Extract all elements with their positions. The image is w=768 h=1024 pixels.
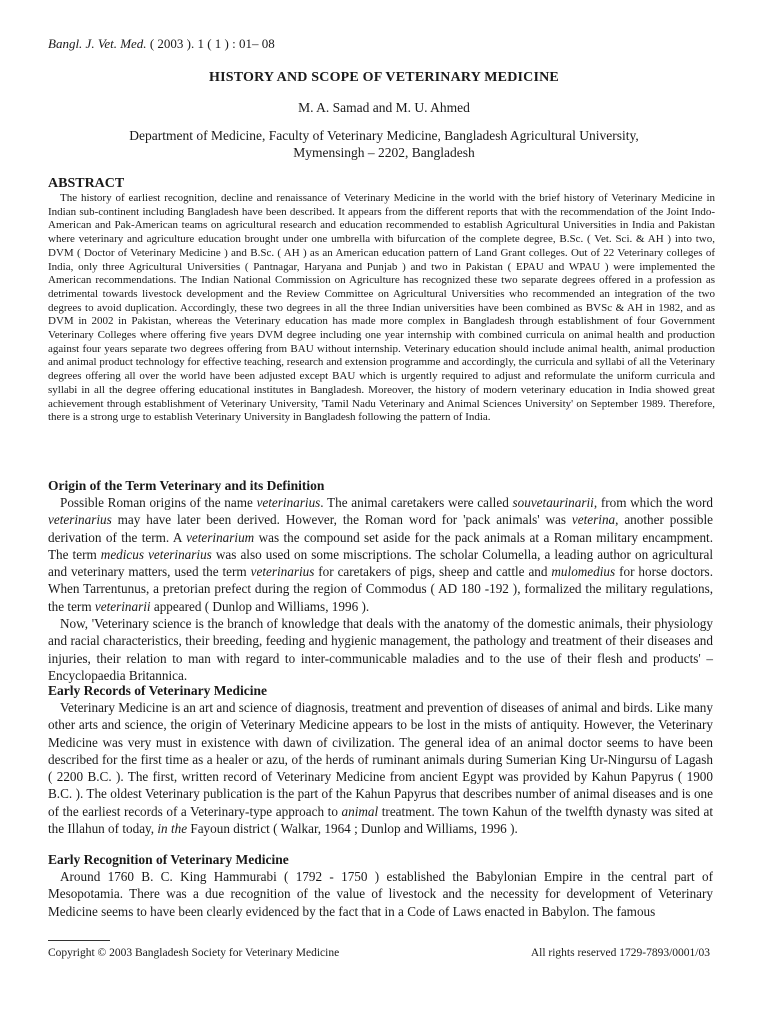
paper-title: HISTORY AND SCOPE OF VETERINARY MEDICINE <box>209 70 559 85</box>
abstract-text: The history of earliest recognition, decline and renaissance of Veterinary Medicine in the world with the brief history of Veterinary Medicine in Indian sub-continent including Bangladesh have been described. It appears from the different reports that with the recommendation of the Joint Indo-American and Pak-American teams on agricultural research and education recommended to establish Agricultural Universities in India and Pakistan where veterinary and agriculture education brought under one umbrella with bifurcation of the complete degree, B.Sc. ( Vet. Sci. & AH ) into two, DVM ( Doctor of Veterinary Medicine ) and B.Sc. ( AH ) as an American education pattern of Land Grant colleges. Out of 22 Veterinary colleges of India, only three Agricultural Universities ( Pantnagar, Haryana and Punjab ) and two in Pakistan ( EPAU and WPAU ) were implemented the American recommendations. The Indian National Commission on Agriculture has recognized these two separate degrees offered in a profession as detrimental towards livestock development and the Review Committee on Agricultural Universities who recommended an integration of the two degrees to avoid duplication. Accordingly, these two degrees in all the three Indian universities have been combined as BVSc & AH in 1982, and as DVM in 2002 in Pakistan, whereas the Veterinary education has made more complex in Bangladesh through establishment of four Government Veterinary Colleges where offering five years DVM degree including one year internship with combined curricula on animal health and production against four years separate two degrees offering from BAU without internship. Veterinary education should include animal health, animal production and animal product technology for effective teaching, research and extension programme and accordingly, the curricula and syllabi of all the Veterinary degrees offering all over the world have been adjusted except BAU which is urgently required to adjust and reformulate the uniform curricula and syllabi in all the degree offering educational institutes in Bangladesh. Moreover, the history of modern veterinary education in India showed great achievement through establishment of Veterinary University, 'Tamil Nadu Veterinary and Animal Sciences University' on September 1989. Therefore, there is a strong urge to establish Veterinary University in Bangladesh following the pattern of India. <box>48 192 715 424</box>
section-heading: Early Recognition of Veterinary Medicine <box>48 852 289 867</box>
section-heading: Origin of the Term Veterinary and its Definition <box>48 478 325 493</box>
rights-notice: All rights reserved 1729-7893/0001/03 <box>530 947 710 959</box>
paragraph: Around 1760 B. C. King Hammurabi ( 1792 - 1750 ) established the Babylonian Empire in the central part of Mesopotamia. There was a due recognition of the value of livestock and the necessity for development of Veterinary Medicine seems to have been clearly evidenced by the fact that in a Code of Laws enacted in Babylon. The famous <box>48 869 713 919</box>
paragraph: Possible Roman origins of the name veterinarius. The animal caretakers were called souvetaurinarii, from which the word veterinarius may have later been derived. However, the Roman word for 'pack animals' was veterina, another possible derivation of the term. A veterinarium was the compound set aside for the pack animals at a Roman military encampment. The term medicus veterinarius was also used on some miscriptions. The scholar Columella, a leading author on agricultural and veterinary matters, used the term veterinarius for caretakers of pigs, sheep and cattle and mulomedius for horse doctors. When Tarrentunus, a pretorian prefect during the region of Commodus ( AD 180 -192 ), formalized the military regulations, the term veterinarii appeared ( Dunlop and Williams, 1996 ). <box>48 495 714 614</box>
paper-authors: M. A. Samad and M. U. Ahmed <box>298 100 470 115</box>
paragraph: Veterinary Medicine is an art and science of diagnosis, treatment and prevention of diseases of animal and birds. Like many other arts and science, the origin of Veterinary Medicine appears to be lost in the mists of antiquity. However, the Veterinary Medicine was very must in existence with dawn of civilization. The general idea of an animal doctor seems to have been described for the first time as a healer or azu, of the herds of ruminant animals during Sumerian King Ur-Ningursu of Lagash ( 2200 B.C. ). The first, written record of Veterinary Medicine from ancient Egypt was provided by Kahun Papyrus ( 1900 B.C. ). The oldest Veterinary publication is the part of the Kahun Papyrus that describes number of animal diseases and is one of the earliest records of a Veterinary-type approach to animal treatment. The town Kahun of the twelfth dynasty was sited at the Illahun of today, in the Fayoun district ( Walkar, 1964 ; Dunlop and Williams, 1996 ). <box>48 700 713 837</box>
section-early-recognition <box>48 851 713 920</box>
paragraph: Now, 'Veterinary science is the branch of knowledge that deals with the anatomy of the domestic animals, their physiology and racial characteristics, their breeding, feeding and hygienic management, the pathology and treatment of their diseases and injuries, their relation to man with regard to inter-communicable maladies and to the use of their flesh and products' – Encyclopaedia Britannica. <box>48 616 713 683</box>
abstract-heading: ABSTRACT <box>48 176 125 191</box>
abstract-body <box>48 192 715 425</box>
footnote-divider <box>48 940 110 941</box>
section-origin-of-term <box>48 477 713 684</box>
section-early-records <box>48 682 713 837</box>
affiliation <box>0 127 768 161</box>
section-heading: Early Records of Veterinary Medicine <box>48 683 267 698</box>
copyright-notice: Copyright © 2003 Bangladesh Society for Veterinary Medicine <box>48 947 340 959</box>
volume-pages: ( 2003 ). 1 ( 1 ) : 01– 08 <box>149 36 275 51</box>
journal-name: Bangl. J. Vet. Med. <box>48 36 147 51</box>
affiliation-line-1: Department of Medicine, Faculty of Veterinary Medicine, Bangladesh Agricultural University, <box>129 128 639 143</box>
journal-citation <box>48 36 275 52</box>
affiliation-line-2: Mymensingh – 2202, Bangladesh <box>293 145 475 160</box>
